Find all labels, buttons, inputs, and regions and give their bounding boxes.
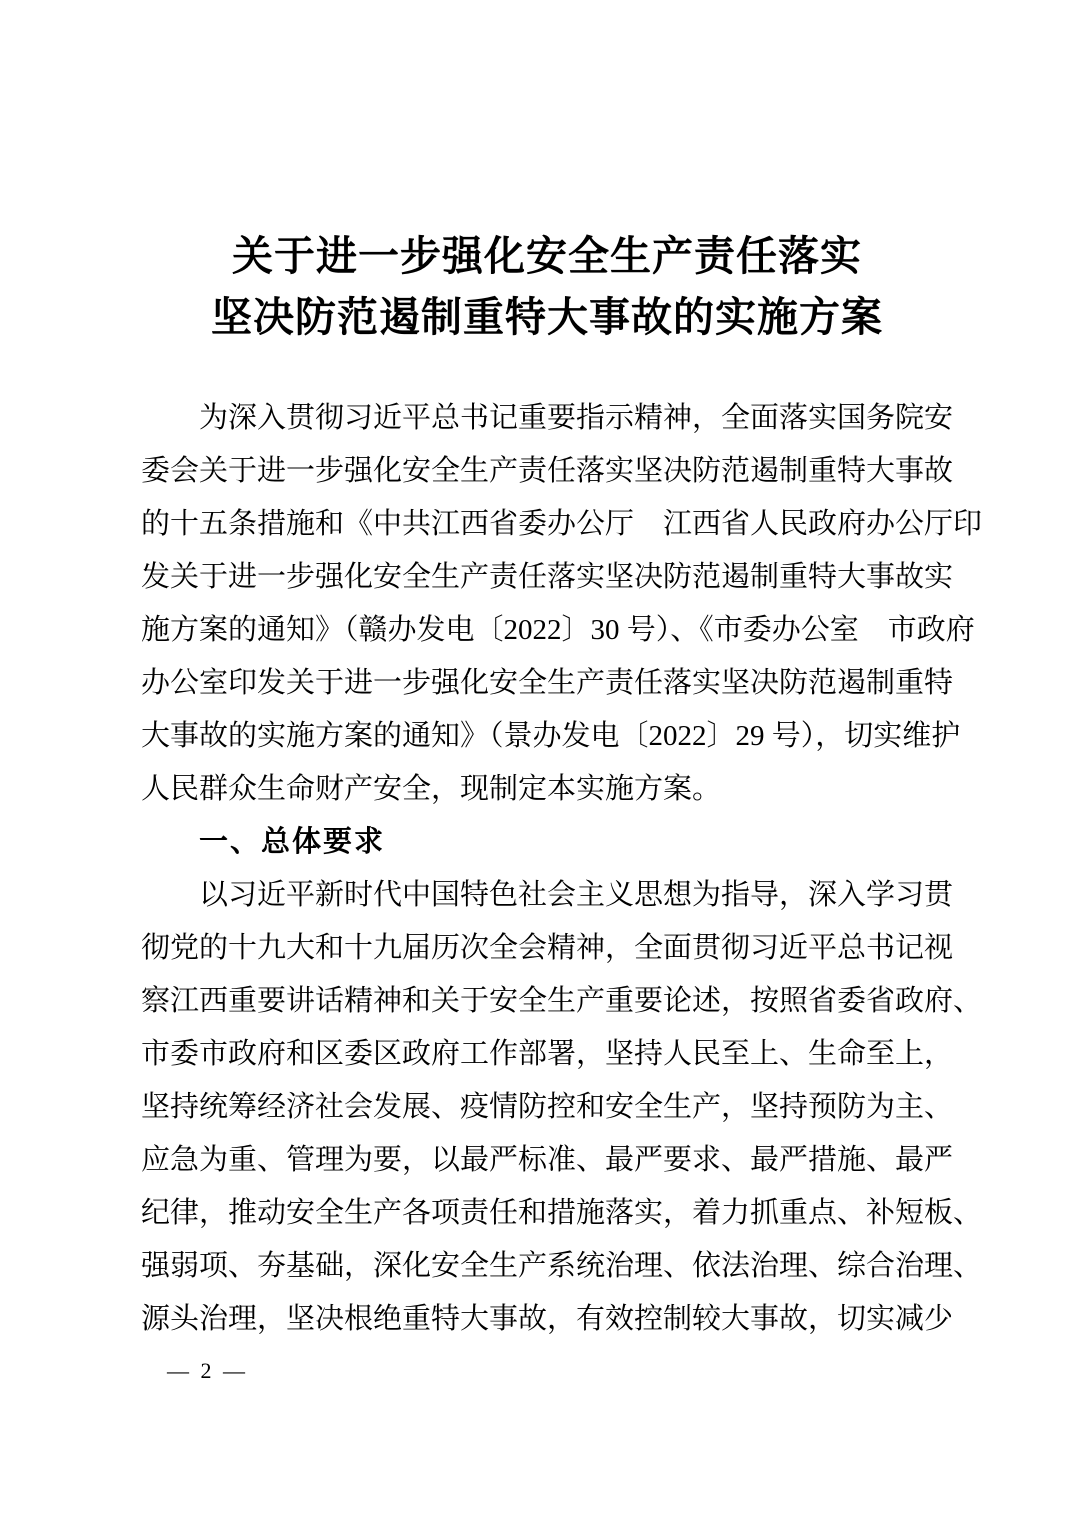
text-line: 施方案的通知》（赣办发电〔2022〕30 号）、《市委办公室 市政府 [141,614,975,646]
section-heading: 一、总体要求 [199,826,386,858]
document-content [141,226,983,1346]
text-line: 人民群众生命财产安全，现制定本实施方案。 [141,773,722,805]
text-line: 大事故的实施方案的通知》（景办发电〔2022〕29 号），切实维护 [141,720,961,752]
text-line: 源头治理，坚决根绝重特大事故，有效控制较大事故，切实减少 [141,1303,954,1335]
text-line: 为深入贯彻习近平总书记重要指示精神，全面落实国务院安 [199,402,954,434]
text-line: 的十五条措施和《中共江西省委办公厅 江西省人民政府办公厅印 [141,508,983,540]
text-line: 委会关于进一步强化安全生产责任落实坚决防范遏制重特大事故 [141,455,954,487]
text-line: 办公室印发关于进一步强化安全生产责任落实坚决防范遏制重特 [141,667,954,699]
text-line: 察江西重要讲话精神和关于安全生产重要论述，按照省委省政府、 [141,985,983,1017]
text-line: 市委市政府和区委区政府工作部署，坚持人民至上、生命至上， [141,1038,954,1070]
text-line: 坚持统筹经济社会发展、疫情防控和安全生产，坚持预防为主、 [141,1091,954,1123]
title-line-1: 关于进一步强化安全生产责任落实 [232,233,862,279]
text-line: 纪律，推动安全生产各项责任和措施落实，着力抓重点、补短板、 [141,1197,983,1229]
text-line: 发关于进一步强化安全生产责任落实坚决防范遏制重特大事故实 [141,561,954,593]
page-number: — 2 — [167,1358,248,1383]
text-line: 彻党的十九大和十九届历次全会精神，全面贯彻习近平总书记视 [141,932,954,964]
text-line: 应急为重、管理为要，以最严标准、最严要求、最严措施、最严 [141,1144,954,1176]
text-line: 以习近平新时代中国特色社会主义思想为指导，深入学习贯 [199,879,954,911]
text-line: 强弱项、夯基础，深化安全生产系统治理、依法治理、综合治理、 [141,1250,983,1282]
document-title [141,226,953,348]
title-line-2: 坚决防范遏制重特大事故的实施方案 [211,294,883,340]
document-body [141,392,983,1346]
